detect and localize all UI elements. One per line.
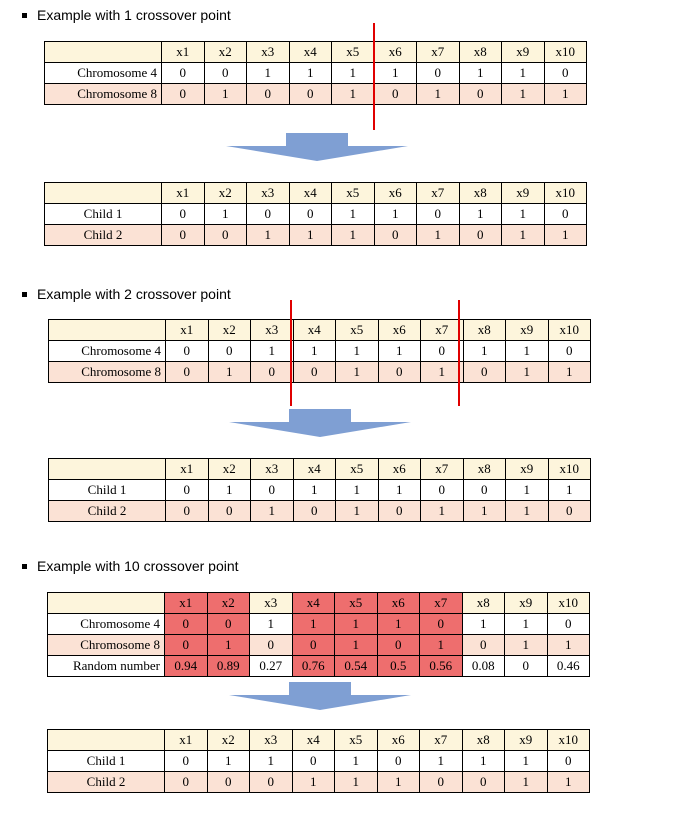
gene-cell: 1 xyxy=(289,63,332,84)
gene-cell: 1 xyxy=(377,772,420,793)
gene-cell: 0 xyxy=(289,84,332,105)
header-cell: x8 xyxy=(462,730,505,751)
gene-cell: 0 xyxy=(378,501,421,522)
gene-cell: 1 xyxy=(247,225,290,246)
gene-cell: 1 xyxy=(208,362,251,383)
header-cell: x3 xyxy=(247,183,290,204)
row-label: Child 1 xyxy=(45,204,162,225)
header-cell: x9 xyxy=(502,183,545,204)
gene-cell: 1 xyxy=(505,751,548,772)
gene-cell: 1 xyxy=(336,501,379,522)
gene-cell: 0 xyxy=(462,772,505,793)
row-label: Chromosome 8 xyxy=(48,635,165,656)
gene-cell: 0 xyxy=(289,204,332,225)
header-corner-cell xyxy=(48,593,165,614)
table-row xyxy=(49,341,591,362)
table-row xyxy=(45,63,587,84)
header-cell: x9 xyxy=(505,730,548,751)
gene-cell: 0 xyxy=(165,614,208,635)
gene-cell: 0 xyxy=(463,362,506,383)
gene-cell: 1 xyxy=(502,204,545,225)
header-cell: x2 xyxy=(207,730,250,751)
header-cell: x1 xyxy=(165,730,208,751)
gene-cell: 0.89 xyxy=(207,656,250,677)
gene-cell: 0 xyxy=(459,225,502,246)
gene-cell: 0 xyxy=(548,501,591,522)
gene-cell: 0 xyxy=(547,614,590,635)
gene-cell: 1 xyxy=(462,751,505,772)
gene-cell: 1 xyxy=(332,204,375,225)
gene-cell: 0 xyxy=(420,614,463,635)
gene-cell: 1 xyxy=(208,480,251,501)
section1-parent-table xyxy=(44,41,587,105)
header-row xyxy=(45,42,587,63)
row-label: Child 2 xyxy=(48,772,165,793)
header-cell: x6 xyxy=(374,42,417,63)
header-cell: x7 xyxy=(421,320,464,341)
gene-cell: 0 xyxy=(251,480,294,501)
table-row xyxy=(45,225,587,246)
gene-cell: 0 xyxy=(162,84,205,105)
row-label: Child 1 xyxy=(48,751,165,772)
gene-cell: 1 xyxy=(204,84,247,105)
gene-cell: 0 xyxy=(459,84,502,105)
gene-cell: 1 xyxy=(548,480,591,501)
gene-cell: 0 xyxy=(420,772,463,793)
table-row xyxy=(48,656,590,677)
header-cell: x7 xyxy=(420,593,463,614)
gene-cell: 1 xyxy=(247,63,290,84)
gene-cell: 0.94 xyxy=(165,656,208,677)
section1-child-table xyxy=(44,182,587,246)
gene-cell: 0 xyxy=(417,204,460,225)
header-cell: x9 xyxy=(506,459,549,480)
header-cell: x3 xyxy=(247,42,290,63)
header-cell: x2 xyxy=(208,459,251,480)
gene-cell: 1 xyxy=(292,614,335,635)
gene-cell: 0 xyxy=(165,635,208,656)
gene-cell: 1 xyxy=(335,614,378,635)
gene-cell: 0 xyxy=(377,635,420,656)
gene-cell: 1 xyxy=(502,84,545,105)
gene-cell: 0 xyxy=(292,751,335,772)
gene-cell: 0 xyxy=(207,614,250,635)
row-label: Random number xyxy=(48,656,165,677)
header-corner-cell xyxy=(45,183,162,204)
gene-cell: 1 xyxy=(544,84,587,105)
gene-cell: 1 xyxy=(544,225,587,246)
gene-cell: 1 xyxy=(421,362,464,383)
row-label: Child 1 xyxy=(49,480,166,501)
header-row xyxy=(45,183,587,204)
header-cell: x6 xyxy=(378,320,421,341)
gene-cell: 1 xyxy=(336,341,379,362)
gene-cell: 0.27 xyxy=(250,656,293,677)
gene-cell: 0 xyxy=(207,772,250,793)
gene-cell: 0 xyxy=(544,63,587,84)
header-cell: x10 xyxy=(548,459,591,480)
gene-cell: 1 xyxy=(547,772,590,793)
gene-cell: 1 xyxy=(506,480,549,501)
gene-cell: 0 xyxy=(250,772,293,793)
gene-cell: 1 xyxy=(335,751,378,772)
crossover-line-1 xyxy=(290,300,292,406)
gene-cell: 0 xyxy=(166,480,209,501)
gene-cell: 0 xyxy=(293,501,336,522)
header-cell: x8 xyxy=(459,183,502,204)
header-cell: x4 xyxy=(292,593,335,614)
gene-cell: 0 xyxy=(421,341,464,362)
gene-cell: 0 xyxy=(165,751,208,772)
gene-cell: 1 xyxy=(506,362,549,383)
row-label: Chromosome 4 xyxy=(48,614,165,635)
header-cell: x9 xyxy=(502,42,545,63)
gene-cell: 1 xyxy=(332,63,375,84)
gene-cell: 1 xyxy=(420,751,463,772)
gene-cell: 0 xyxy=(204,225,247,246)
gene-cell: 0.54 xyxy=(335,656,378,677)
header-cell: x1 xyxy=(162,183,205,204)
section3-parent-table xyxy=(47,592,590,677)
gene-cell: 1 xyxy=(332,84,375,105)
table-row xyxy=(48,614,590,635)
bullet-icon xyxy=(22,564,27,569)
gene-cell: 1 xyxy=(378,341,421,362)
gene-cell: 0 xyxy=(374,225,417,246)
gene-cell: 0.46 xyxy=(547,656,590,677)
gene-cell: 1 xyxy=(336,480,379,501)
gene-cell: 1 xyxy=(335,772,378,793)
header-cell: x10 xyxy=(544,183,587,204)
gene-cell: 1 xyxy=(293,480,336,501)
header-cell: x5 xyxy=(336,320,379,341)
gene-cell: 0 xyxy=(247,84,290,105)
gene-cell: 0.56 xyxy=(420,656,463,677)
header-cell: x10 xyxy=(547,593,590,614)
row-label: Chromosome 8 xyxy=(45,84,162,105)
gene-cell: 0 xyxy=(544,204,587,225)
gene-cell: 0 xyxy=(505,656,548,677)
gene-cell: 0 xyxy=(208,501,251,522)
gene-cell: 0 xyxy=(378,362,421,383)
gene-cell: 1 xyxy=(293,341,336,362)
header-corner-cell xyxy=(49,320,166,341)
header-cell: x2 xyxy=(204,183,247,204)
header-cell: x4 xyxy=(293,459,336,480)
header-cell: x6 xyxy=(374,183,417,204)
header-cell: x8 xyxy=(463,459,506,480)
header-cell: x3 xyxy=(250,730,293,751)
header-cell: x7 xyxy=(417,183,460,204)
gene-cell: 0 xyxy=(166,362,209,383)
header-cell: x5 xyxy=(332,42,375,63)
crossover-line-2 xyxy=(458,300,460,406)
gene-cell: 0 xyxy=(547,751,590,772)
table-row xyxy=(49,362,591,383)
gene-cell: 1 xyxy=(459,63,502,84)
header-cell: x5 xyxy=(332,183,375,204)
header-cell: x3 xyxy=(251,459,294,480)
header-corner-cell xyxy=(48,730,165,751)
gene-cell: 0 xyxy=(548,341,591,362)
header-cell: x6 xyxy=(377,593,420,614)
row-label: Chromosome 4 xyxy=(49,341,166,362)
header-cell: x1 xyxy=(165,593,208,614)
gene-cell: 0 xyxy=(462,635,505,656)
header-cell: x4 xyxy=(293,320,336,341)
header-cell: x7 xyxy=(417,42,460,63)
down-arrow-icon xyxy=(229,682,411,710)
header-row xyxy=(48,593,590,614)
section3-heading xyxy=(22,558,239,574)
header-cell: x9 xyxy=(506,320,549,341)
gene-cell: 1 xyxy=(547,635,590,656)
section2-child-table xyxy=(48,458,591,522)
gene-cell: 1 xyxy=(336,362,379,383)
gene-cell: 1 xyxy=(250,751,293,772)
header-cell: x5 xyxy=(335,730,378,751)
bullet-icon xyxy=(22,292,27,297)
header-cell: x8 xyxy=(462,593,505,614)
gene-cell: 0 xyxy=(247,204,290,225)
table-row xyxy=(45,84,587,105)
gene-cell: 1 xyxy=(204,204,247,225)
gene-cell: 1 xyxy=(374,63,417,84)
header-cell: x2 xyxy=(208,320,251,341)
gene-cell: 1 xyxy=(548,362,591,383)
gene-cell: 1 xyxy=(421,501,464,522)
header-cell: x6 xyxy=(378,459,421,480)
header-cell: x2 xyxy=(204,42,247,63)
gene-cell: 1 xyxy=(505,614,548,635)
header-cell: x6 xyxy=(377,730,420,751)
header-cell: x4 xyxy=(292,730,335,751)
table-row xyxy=(49,480,591,501)
gene-cell: 1 xyxy=(378,480,421,501)
header-cell: x5 xyxy=(336,459,379,480)
header-cell: x3 xyxy=(251,320,294,341)
header-cell: x1 xyxy=(166,459,209,480)
gene-cell: 1 xyxy=(251,501,294,522)
header-cell: x4 xyxy=(289,42,332,63)
header-cell: x5 xyxy=(335,593,378,614)
section3-title: Example with 10 crossover point xyxy=(37,558,239,574)
row-label: Chromosome 8 xyxy=(49,362,166,383)
header-cell: x10 xyxy=(544,42,587,63)
gene-cell: 1 xyxy=(505,772,548,793)
header-cell: x10 xyxy=(548,320,591,341)
down-arrow-icon xyxy=(229,409,411,437)
gene-cell: 1 xyxy=(462,614,505,635)
gene-cell: 0 xyxy=(166,501,209,522)
section2-parent-table xyxy=(48,319,591,383)
header-corner-cell xyxy=(49,459,166,480)
gene-cell: 1 xyxy=(505,635,548,656)
row-label: Chromosome 4 xyxy=(45,63,162,84)
bullet-icon xyxy=(22,13,27,18)
gene-cell: 0 xyxy=(251,362,294,383)
header-cell: x7 xyxy=(420,730,463,751)
header-cell: x9 xyxy=(505,593,548,614)
header-cell: x8 xyxy=(463,320,506,341)
gene-cell: 0 xyxy=(208,341,251,362)
header-corner-cell xyxy=(45,42,162,63)
gene-cell: 1 xyxy=(250,614,293,635)
section2-heading xyxy=(22,286,231,302)
gene-cell: 1 xyxy=(374,204,417,225)
table-row xyxy=(45,204,587,225)
gene-cell: 0 xyxy=(165,772,208,793)
gene-cell: 1 xyxy=(377,614,420,635)
gene-cell: 0 xyxy=(463,480,506,501)
row-label: Child 2 xyxy=(45,225,162,246)
gene-cell: 1 xyxy=(502,63,545,84)
header-row xyxy=(48,730,590,751)
gene-cell: 0.08 xyxy=(462,656,505,677)
gene-cell: 0 xyxy=(292,635,335,656)
down-arrow-icon xyxy=(226,133,408,161)
gene-cell: 1 xyxy=(332,225,375,246)
table-row xyxy=(48,635,590,656)
section2-title: Example with 2 crossover point xyxy=(37,286,231,302)
gene-cell: 0 xyxy=(374,84,417,105)
gene-cell: 0 xyxy=(162,225,205,246)
gene-cell: 1 xyxy=(292,772,335,793)
table-row xyxy=(49,501,591,522)
gene-cell: 0.76 xyxy=(292,656,335,677)
gene-cell: 0 xyxy=(421,480,464,501)
section1-title: Example with 1 crossover point xyxy=(37,7,231,23)
section3-child-table xyxy=(47,729,590,793)
gene-cell: 0 xyxy=(162,204,205,225)
table-row xyxy=(48,772,590,793)
crossover-line xyxy=(373,23,375,130)
gene-cell: 1 xyxy=(335,635,378,656)
gene-cell: 1 xyxy=(506,501,549,522)
header-cell: x4 xyxy=(289,183,332,204)
gene-cell: 1 xyxy=(417,84,460,105)
table-row xyxy=(48,751,590,772)
header-cell: x7 xyxy=(421,459,464,480)
header-cell: x1 xyxy=(166,320,209,341)
gene-cell: 1 xyxy=(463,501,506,522)
header-cell: x8 xyxy=(459,42,502,63)
gene-cell: 1 xyxy=(502,225,545,246)
gene-cell: 0 xyxy=(250,635,293,656)
gene-cell: 1 xyxy=(459,204,502,225)
gene-cell: 1 xyxy=(463,341,506,362)
gene-cell: 0 xyxy=(377,751,420,772)
gene-cell: 0 xyxy=(162,63,205,84)
gene-cell: 1 xyxy=(420,635,463,656)
gene-cell: 1 xyxy=(251,341,294,362)
gene-cell: 1 xyxy=(207,635,250,656)
gene-cell: 0 xyxy=(417,63,460,84)
gene-cell: 1 xyxy=(289,225,332,246)
gene-cell: 1 xyxy=(417,225,460,246)
gene-cell: 1 xyxy=(506,341,549,362)
gene-cell: 0 xyxy=(293,362,336,383)
gene-cell: 0 xyxy=(166,341,209,362)
header-row xyxy=(49,459,591,480)
header-cell: x2 xyxy=(207,593,250,614)
header-cell: x10 xyxy=(547,730,590,751)
header-row xyxy=(49,320,591,341)
header-cell: x1 xyxy=(162,42,205,63)
header-cell: x3 xyxy=(250,593,293,614)
gene-cell: 0 xyxy=(204,63,247,84)
section1-heading xyxy=(22,7,231,23)
row-label: Child 2 xyxy=(49,501,166,522)
gene-cell: 0.5 xyxy=(377,656,420,677)
gene-cell: 1 xyxy=(207,751,250,772)
